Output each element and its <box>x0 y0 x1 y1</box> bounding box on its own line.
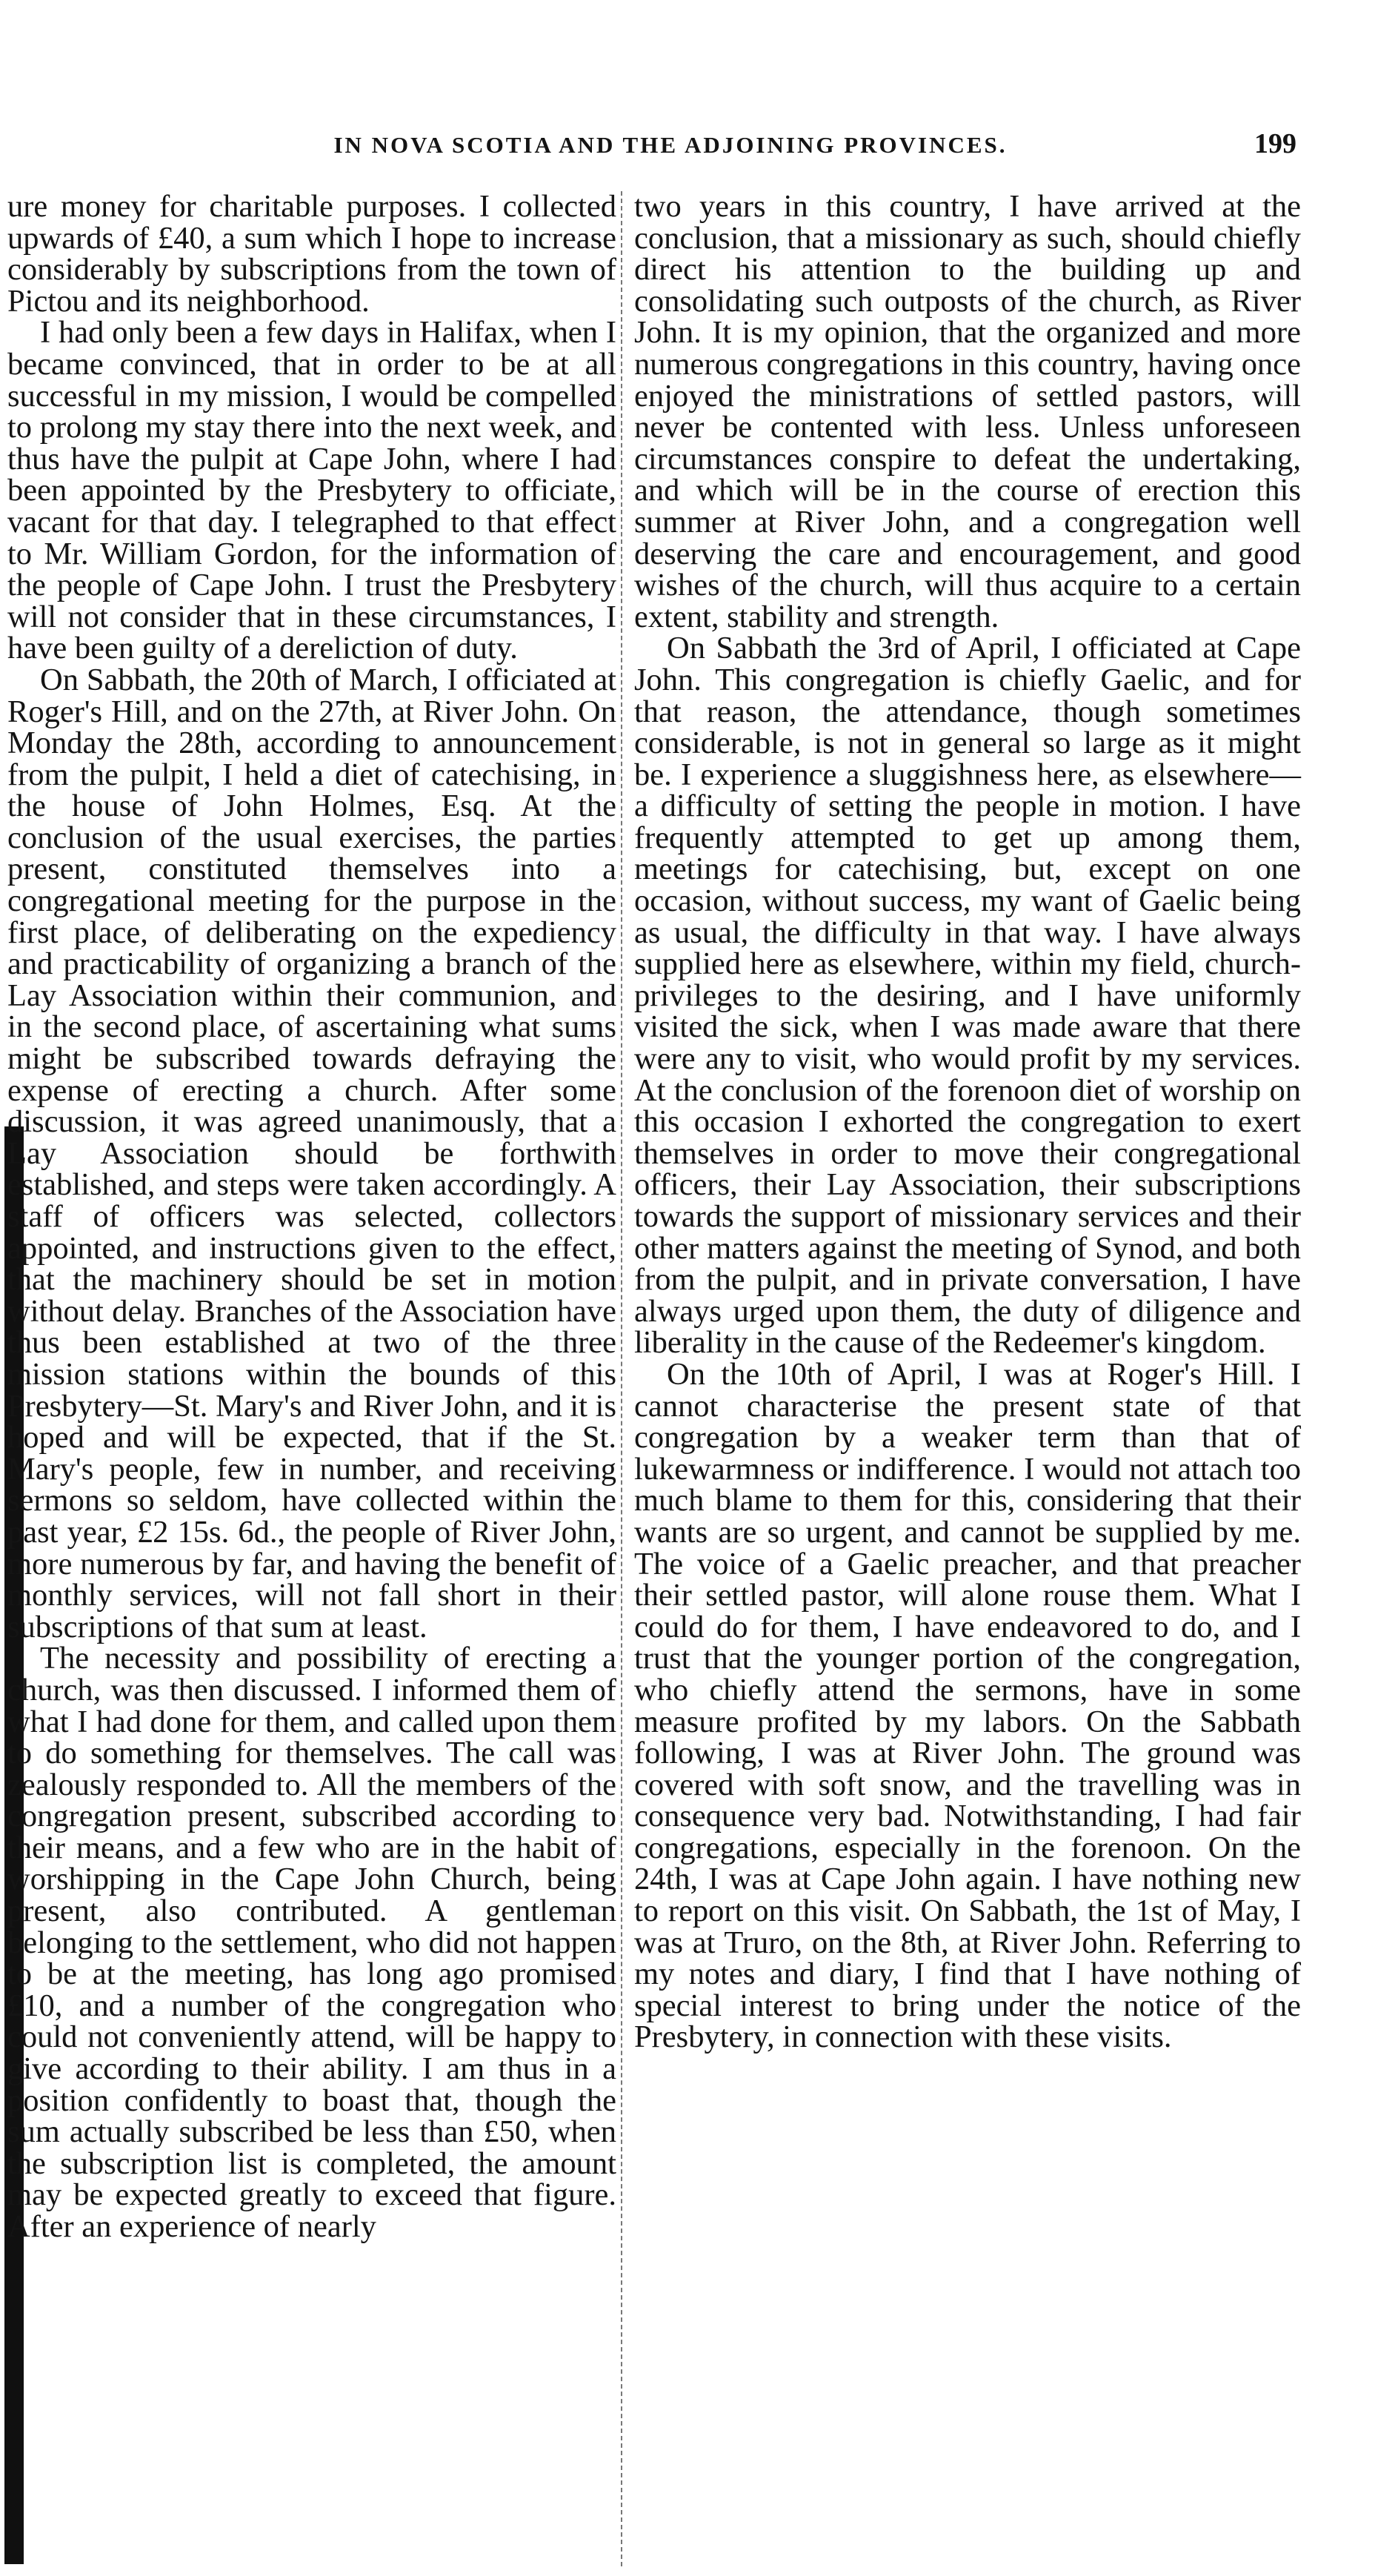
paragraph: two years in this country, I have arrived at the conclusion, that a missionary as such, should chiefly direct his attention to the building up and consolidating such outposts of the church, as River John. It is my opinion, that the organized and more numerous congregations in this country, having once enjoyed the ministrations of settled pastors, will never be contented with less. Unless unforeseen circumstances conspire to defeat the undertaking, and which will be in the course of erection this summer at River John, and a congregation well deserving the care and encouragement, and good wishes of the church, will thus acquire to a certain extent, stability and strength. <box>634 189 1301 634</box>
paragraph: ure money for charitable purposes. I collected upwards of £40, a sum which I hope to increase considerably by subscriptions from the town of Pictou and its neighborhood. <box>7 189 616 319</box>
paragraph: The necessity and possibility of erecting a church, was then discussed. I informed them of what I had done for them, and called upon them to do something for themselves. The call was zealously responded to. All the members of the congregation present, subscribed according to their means, and a few who are in the habit of worshipping in the Cape John Church, being present, also contributed. A gentleman belonging to the settlement, who did not happen to be at the meeting, has long ago promised £10, and a number of the congregation who could not conveniently attend, will be happy to give according to their ability. I am thus in a position confidently to boast that, though the sum actually subscribed be less than £50, when the subscription list is completed, the amount may be expected greatly to exceed that figure. After an experience of nearly <box>7 1641 616 2244</box>
paragraph: On the 10th of April, I was at Roger's Hill. I cannot characterise the present state of that congregation by a weaker term than that of lukewarmness or indifference. I would not attach too much blame to them for this, considering that their wants are so urgent, and cannot be supplied by me. The voice of a Gaelic preacher, and that preacher their settled pastor, will alone rouse them. What I could do for them, I have endeavored to do, and I trust that the younger portion of the congregation, who chiefly attend the sermons, have in some measure profited by my labors. On the Sabbath following, I was at River John. The ground was covered with soft snow, and the travelling was in consequence very bad. Notwithstanding, I had fair congregations, especially in the forenoon. On the 24th, I was at Cape John again. I have nothing new to report on this visit. On Sabbath, the 1st of May, I was at Truro, on the 8th, at River John. Referring to my notes and diary, I find that I have nothing of special interest to bring under the notice of the Presbytery, in connection with these visits. <box>634 1356 1301 2055</box>
paragraph: I had only been a few days in Halifax, when I became convinced, that in order to be at all successful in my mission, I would be compelled to prolong my stay there into the next week, and thus have the pulpit at Cape John, where I had been appointed by the Presbytery to officiate, vacant for that day. I telegraphed to that effect to Mr. William Gordon, for the information of the people of Cape John. I trust the Presbytery will not consider that in these circumstances, I have been guilty of a dereliction of duty. <box>7 315 616 666</box>
page-number: 199 <box>1254 128 1296 159</box>
right-column <box>634 191 1301 2054</box>
running-head: IN NOVA SCOTIA AND THE ADJOINING PROVINCES. <box>333 132 1008 158</box>
paragraph: On Sabbath the 3rd of April, I officiated at Cape John. This congregation is chiefly Gaelic, and for that reason, the attendance, though sometimes considerable, is not in general so large as it might be. I experience a sluggishness here, as elsewhere—a difficulty of setting the people in motion. I have frequently attempted to get up among them, meetings for catechising, but, except on one occasion, without success, my want of Gaelic being as usual, the difficulty in that way. I have always supplied here as elsewhere, within my field, church-privileges to the desiring, and I have uniformly visited the sick, when I was made aware that there were any to visit, who would profit by my services. At the conclusion of the forenoon diet of worship on this occasion I exhorted the congregation to exert themselves in order to move their congregational officers, their Lay Association, their subscriptions towards the support of missionary services and their other matters against the meeting of Synod, and both from the pulpit, and in private conversation, I have always urged upon them, the duty of diligence and liberality in the cause of the Redeemer's kingdom. <box>634 631 1301 1361</box>
left-column <box>7 191 616 2243</box>
column-divider <box>621 191 622 2566</box>
paragraph: On Sabbath, the 20th of March, I officiated at Roger's Hill, and on the 27th, at River John. On Monday the 28th, according to announcement from the pulpit, I held a diet of catechising, in the house of John Holmes, Esq. At the conclusion of the usual exercises, the parties present, constituted themselves into a congregational meeting for the purpose in the first place, of deliberating on the expediency and practicability of organizing a branch of the Lay Association within their communion, and in the second place, of ascertaining what sums might be subscribed towards defraying the expense of erecting a church. After some discussion, it was agreed unanimously, that a Lay Association should be forthwith established, and steps were taken accordingly. A staff of officers was selected, collectors appointed, and instructions given to the effect, that the machinery should be set in motion without delay. Branches of the Association have thus been established at two of the three mission stations within the bounds of this Presbytery—St. Mary's and River John, and it is hoped and will be expected, that if the St. Mary's people, few in number, and receiving sermons so seldom, have collected within the past year, £2 15s. 6d., the people of River John, more numerous by far, and having the benefit of monthly services, will not fall short in their subscriptions of that sum at least. <box>7 662 616 1644</box>
